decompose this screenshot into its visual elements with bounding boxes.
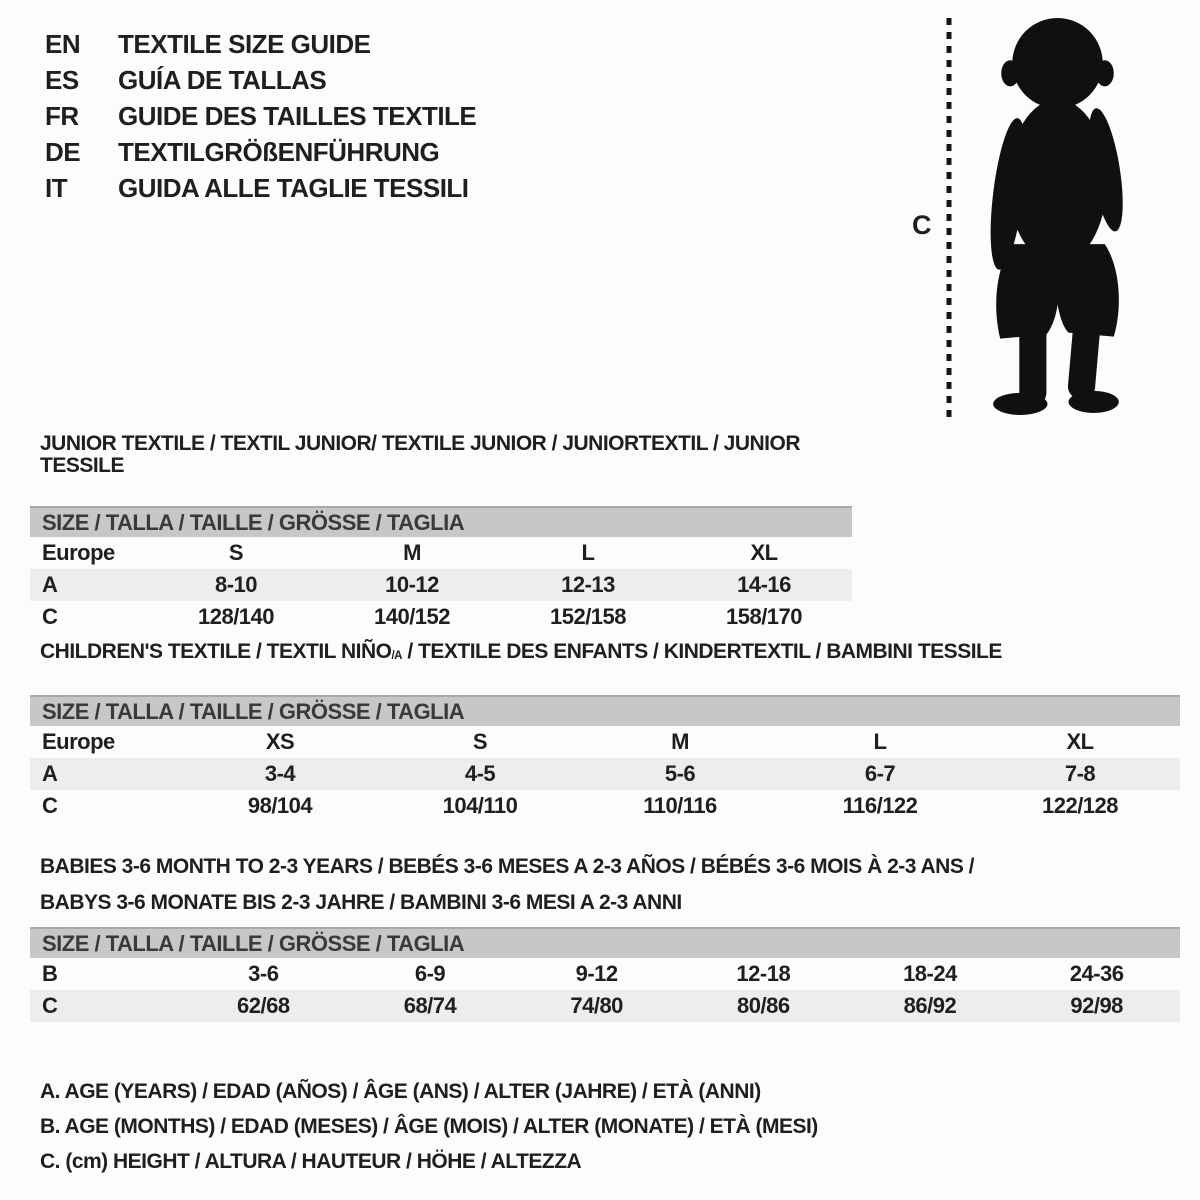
size-cell: 3-4: [180, 758, 380, 790]
legend-line-a: A. AGE (YEARS) / EDAD (AÑOS) / ÂGE (ANS) / ALTER (JAHRE) / ETÀ (ANNI): [40, 1080, 761, 1103]
table-row: [30, 726, 1180, 758]
language-code: EN: [45, 29, 81, 59]
size-cell: 92/98: [1013, 990, 1180, 1022]
size-cell: 8-10: [148, 569, 324, 601]
table-row: [30, 601, 852, 633]
size-cell: XL: [1066, 729, 1094, 754]
size-cell: 110/116: [643, 793, 717, 818]
size-cell: 14-16: [676, 569, 852, 601]
size-cell: L: [873, 729, 887, 754]
table-row: [30, 790, 1180, 822]
size-cell: XL: [750, 540, 778, 565]
size-cell: 12-13: [500, 569, 676, 601]
size-cell: 68/74: [347, 990, 514, 1022]
section-title: [40, 849, 1180, 921]
size-cell: L: [581, 540, 595, 565]
size-cell: 6-9: [414, 961, 446, 986]
size-cell: 4-5: [380, 758, 580, 790]
section-title-line: BABYS 3-6 MONATE BIS 2-3 JAHRE / BAMBINI 3-6 MESI A 2-3 ANNI: [40, 891, 682, 914]
size-cell: 74/80: [513, 990, 680, 1022]
language-row: [45, 62, 476, 98]
table-row: [30, 537, 852, 569]
section-title-subscript: /A: [391, 650, 403, 663]
size-cell: 152/158: [549, 604, 627, 629]
size-cell: 7-8: [980, 758, 1180, 790]
size-cell: M: [403, 540, 421, 565]
size-cell: 10-12: [324, 569, 500, 601]
size-cell: 122/128: [1041, 793, 1119, 818]
section-junior-textile: [30, 433, 852, 633]
language-row: [45, 26, 476, 62]
measurement-legend: [40, 1074, 818, 1179]
size-table-header-row: [30, 928, 1180, 958]
row-label: C: [42, 793, 58, 818]
language-code: IT: [45, 173, 68, 203]
size-table-header: SIZE / TALLA / TAILLE / GRÖSSE / TAGLIA: [30, 696, 1180, 726]
size-cell: 140/152: [373, 604, 451, 629]
table-row: [30, 569, 852, 601]
row-label: Europe: [42, 729, 115, 754]
legend-line-c: C. (cm) HEIGHT / ALTURA / HAUTEUR / HÖHE / ALTEZZA: [40, 1150, 582, 1173]
row-label: A: [30, 569, 148, 601]
table-row: [30, 990, 1180, 1022]
size-cell: 80/86: [680, 990, 847, 1022]
height-measure-label: C: [912, 210, 931, 240]
row-label: C: [42, 604, 58, 629]
language-code: ES: [45, 65, 79, 95]
language-code: FR: [45, 101, 79, 131]
section-childrens-textile: [30, 641, 1180, 822]
size-cell: XS: [265, 729, 295, 754]
table-row: [30, 958, 1180, 990]
size-cell: 98/104: [247, 793, 313, 818]
legend-line-b: B. AGE (MONTHS) / EDAD (MESES) / ÂGE (MOIS) / ALTER (MONATE) / ETÀ (MESI): [40, 1115, 818, 1138]
section-title-text: CHILDREN'S TEXTILE / TEXTIL NIÑO: [40, 640, 392, 663]
babies-size-table: [30, 927, 1180, 1022]
size-cell: 6-7: [780, 758, 980, 790]
size-cell: 9-12: [575, 961, 618, 986]
language-title-list: [45, 26, 476, 206]
section-title: [40, 641, 1180, 666]
guide-title: GUÍA DE TALLAS: [118, 65, 327, 95]
height-figure: [900, 8, 1200, 423]
table-row: [30, 758, 1180, 790]
size-cell: 62/68: [180, 990, 347, 1022]
guide-title: GUIDE DES TAILLES TEXTILE: [118, 101, 477, 131]
size-table-header: SIZE / TALLA / TAILLE / GRÖSSE / TAGLIA: [30, 928, 1180, 958]
section-title: JUNIOR TEXTILE / TEXTIL JUNIOR/ TEXTILE JUNIOR / JUNIORTEXTIL / JUNIOR TESSILE: [40, 432, 800, 477]
language-row: [45, 170, 476, 206]
children-size-table: [30, 695, 1180, 822]
size-cell: 128/140: [197, 604, 275, 629]
row-label: C: [30, 990, 180, 1022]
height-dashed-line: [945, 18, 953, 418]
language-row: [45, 98, 476, 134]
size-cell: 5-6: [580, 758, 780, 790]
size-table-header-row: [30, 507, 852, 537]
size-cell: 158/170: [725, 604, 803, 629]
row-label: Europe: [42, 540, 115, 565]
row-label: B: [42, 961, 58, 986]
size-cell: M: [671, 729, 689, 754]
size-cell: 3-6: [248, 961, 279, 986]
size-cell: S: [472, 729, 488, 754]
size-table-header-row: [30, 696, 1180, 726]
guide-title: GUIDA ALLE TAGLIE TESSILI: [118, 173, 469, 203]
row-label: A: [30, 758, 180, 790]
size-cell: 104/110: [442, 793, 518, 818]
size-cell: 12-18: [736, 961, 791, 986]
toddler-silhouette-icon: [970, 13, 1145, 415]
language-code: DE: [45, 137, 81, 167]
junior-size-table: [30, 506, 852, 633]
size-table-header: SIZE / TALLA / TAILLE / GRÖSSE / TAGLIA: [30, 507, 852, 537]
section-babies-textile: [30, 849, 1180, 1022]
section-title-text: / TEXTILE DES ENFANTS / KINDERTEXTIL / BAMBINI TESSILE: [402, 640, 1002, 663]
size-cell: 18-24: [903, 961, 957, 986]
size-cell: S: [228, 540, 244, 565]
size-cell: 86/92: [847, 990, 1014, 1022]
guide-title: TEXTILE SIZE GUIDE: [118, 29, 371, 59]
language-row: [45, 134, 476, 170]
section-title-line: BABIES 3-6 MONTH TO 2-3 YEARS / BEBÉS 3-6 MESES A 2-3 AÑOS / BÉBÉS 3-6 MOIS À 2-3 ANS /: [40, 855, 975, 878]
size-cell: 116/122: [842, 793, 918, 818]
size-cell: 24-36: [1069, 961, 1124, 986]
guide-title: TEXTILGRÖßENFÜHRUNG: [118, 137, 440, 167]
